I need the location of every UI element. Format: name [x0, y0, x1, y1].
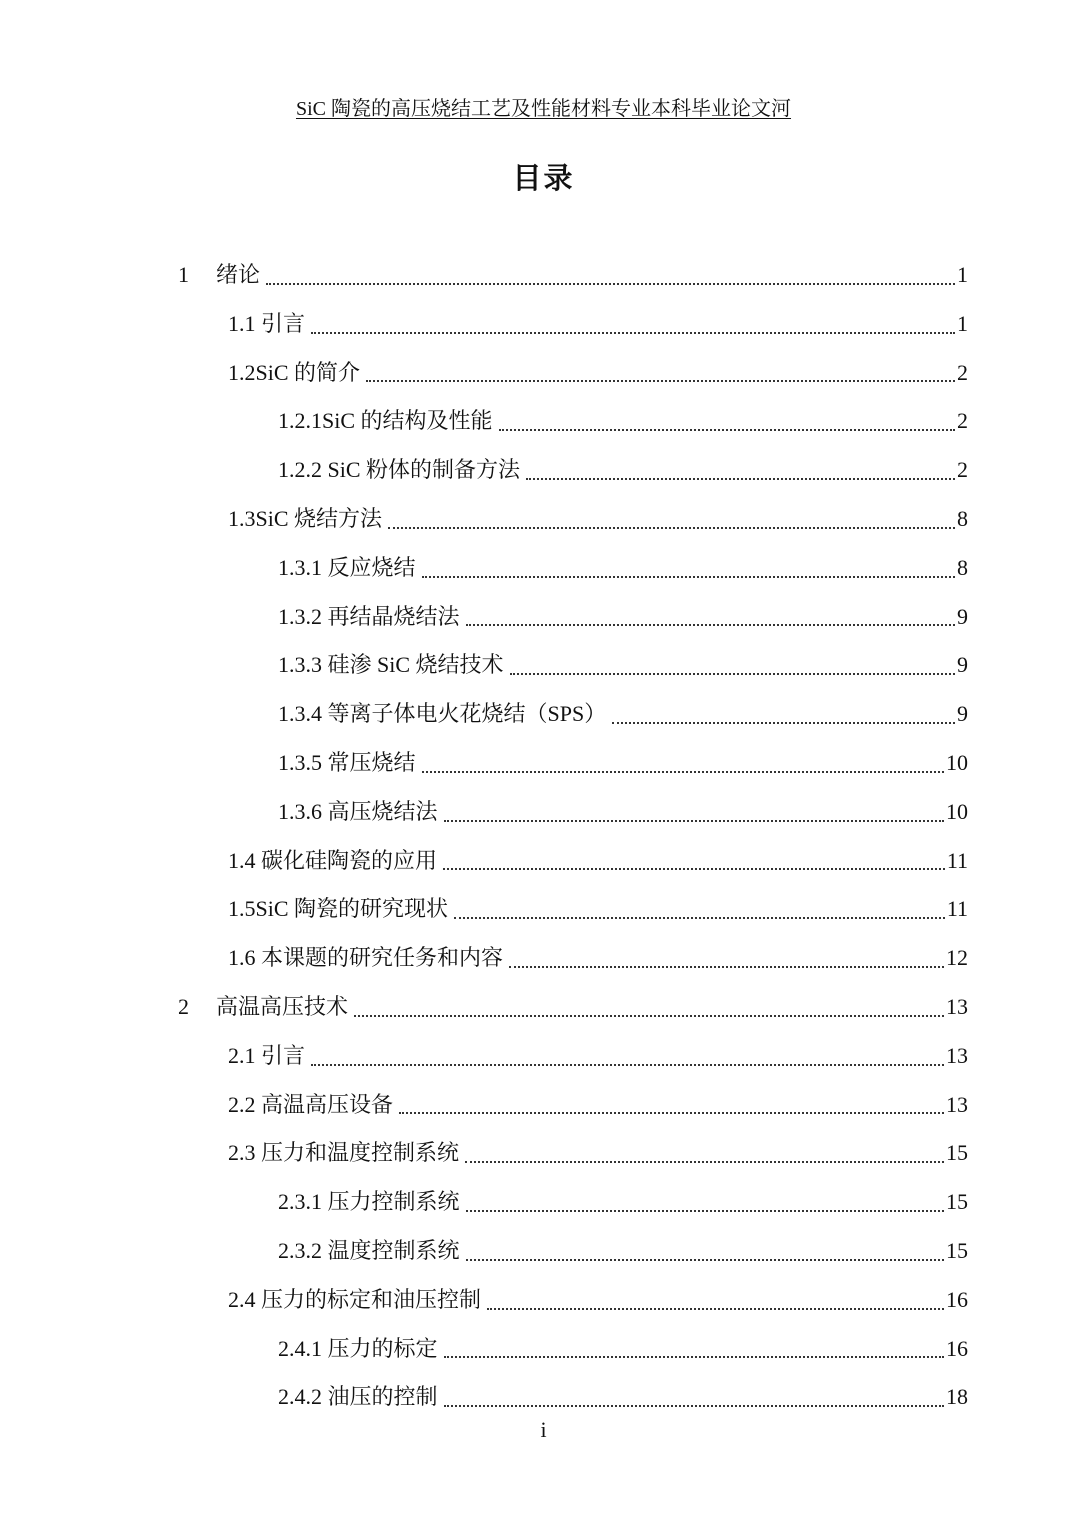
toc-entry-text: 绪论: [216, 262, 261, 287]
toc-entry-text: 1.3.4 等离子体电火花烧结（SPS）: [278, 701, 607, 727]
toc-entry-2-4-2[interactable]: [0, 1373, 1087, 1422]
dot-leader: [443, 867, 945, 870]
toc-entry-2-2[interactable]: [0, 1081, 1087, 1130]
toc-entry-2-1[interactable]: [0, 1032, 1087, 1081]
dot-leader: [466, 1209, 944, 1212]
toc-entry-page: 10: [946, 798, 968, 824]
page-number: i: [540, 1417, 547, 1442]
toc-entry-page: 16: [946, 1335, 968, 1361]
toc-entry-page: 15: [946, 1140, 968, 1166]
dot-leader: [422, 770, 944, 773]
toc-entry-text: 2.4 压力的标定和油压控制: [228, 1286, 482, 1312]
toc-entry-1-2-1[interactable]: [0, 397, 1087, 446]
toc-entry-text: 2.4.2 油压的控制: [278, 1384, 438, 1410]
dot-leader: [509, 965, 944, 968]
toc-entry-page: 15: [946, 1189, 968, 1215]
toc-entry-1-5[interactable]: [0, 885, 1087, 934]
toc-entry-page: 11: [946, 847, 968, 873]
toc-entry-text: 1.3.6 高压烧结法: [278, 798, 438, 824]
table-of-contents: [0, 251, 1087, 1422]
toc-entry-1-3-3[interactable]: [0, 641, 1087, 690]
toc-entry-page: 9: [957, 652, 968, 678]
dot-leader: [444, 1355, 944, 1358]
toc-entry-number: 1: [178, 262, 189, 287]
toc-entry-1-4[interactable]: [0, 837, 1087, 886]
dot-leader: [454, 916, 945, 919]
dot-leader: [612, 721, 955, 724]
toc-entry-2-3-2[interactable]: [0, 1227, 1087, 1276]
running-header: [0, 96, 1087, 122]
toc-entry-page: 2: [957, 359, 968, 385]
toc-entry-page: 9: [957, 603, 968, 629]
toc-entry-page: 12: [946, 945, 968, 971]
toc-entry-text: 1.2.2 SiC 粉体的制备方法: [278, 457, 521, 483]
toc-entry-page: 11: [946, 896, 968, 922]
toc-entry-2-3-1[interactable]: [0, 1178, 1087, 1227]
dot-leader: [487, 1307, 944, 1310]
toc-entry-page: 18: [946, 1384, 968, 1410]
toc-entry-text: 高温高压技术: [216, 993, 349, 1019]
dot-leader: [444, 1404, 944, 1407]
dot-leader: [526, 477, 955, 480]
toc-entry-text: 1.4 碳化硅陶瓷的应用: [228, 847, 438, 873]
dot-leader: [466, 623, 955, 626]
toc-entry-text: 2.1 引言: [228, 1042, 306, 1068]
dot-leader: [354, 1014, 944, 1017]
toc-entry-page: 8: [957, 505, 968, 531]
toc-entry-page: 13: [946, 993, 968, 1019]
dot-leader: [422, 575, 955, 578]
toc-entry-text: 1.6 本课题的研究任务和内容: [228, 945, 504, 971]
toc-entry-page: 13: [946, 1091, 968, 1117]
toc-entry-text: 2.3.1 压力控制系统: [278, 1189, 460, 1215]
toc-entry-page: 8: [957, 554, 968, 580]
toc-entry-text: 2.3.2 温度控制系统: [278, 1237, 460, 1263]
toc-entry-page: 16: [946, 1286, 968, 1312]
toc-entry-page: 9: [957, 701, 968, 727]
toc-entry-2-3[interactable]: [0, 1129, 1087, 1178]
toc-entry-page: 10: [946, 749, 968, 775]
toc-entry-chapter-2[interactable]: [0, 983, 1087, 1032]
toc-entry-2-4-1[interactable]: [0, 1325, 1087, 1374]
toc-entry-text: 2.2 高温高压设备: [228, 1091, 394, 1117]
toc-entry-text: 1.3.3 硅渗 SiC 烧结技术: [278, 652, 504, 678]
dot-leader: [465, 1160, 944, 1163]
toc-entry-text: 2.3 压力和温度控制系统: [228, 1140, 460, 1166]
toc-entry-text: 1.1 引言: [228, 310, 306, 336]
dot-leader: [388, 526, 955, 529]
toc-entry-1-3-6[interactable]: [0, 788, 1087, 837]
toc-entry-text: 1.2SiC 的简介: [228, 359, 361, 385]
toc-entry-page: 15: [946, 1237, 968, 1263]
toc-entry-text: 1.3SiC 烧结方法: [228, 505, 383, 531]
dot-leader: [399, 1111, 944, 1114]
toc-entry-text: 1.5SiC 陶瓷的研究现状: [228, 896, 449, 922]
dot-leader: [311, 331, 955, 334]
toc-entry-1-6[interactable]: [0, 934, 1087, 983]
dot-leader: [311, 1063, 944, 1066]
toc-entry-text: 2.4.1 压力的标定: [278, 1335, 438, 1361]
toc-entry-1-1[interactable]: [0, 300, 1087, 349]
toc-entry-page: 2: [957, 408, 968, 434]
toc-entry-number: 2: [178, 993, 189, 1019]
toc-entry-1-2-2[interactable]: [0, 446, 1087, 495]
dot-leader: [466, 1258, 944, 1261]
toc-entry-chapter-1[interactable]: [0, 251, 1087, 300]
toc-entry-text: 1.3.2 再结晶烧结法: [278, 603, 460, 629]
dot-leader: [510, 672, 955, 675]
toc-entry-text: 1.3.5 常压烧结: [278, 749, 416, 775]
toc-entry-text: 1.2.1SiC 的结构及性能: [278, 408, 493, 434]
dot-leader: [499, 428, 955, 431]
toc-entry-2-4[interactable]: [0, 1276, 1087, 1325]
toc-entry-1-3[interactable]: [0, 495, 1087, 544]
toc-entry-page: 1: [957, 310, 968, 336]
toc-entry-page: 1: [957, 262, 968, 287]
toc-title: 目录: [512, 161, 575, 195]
dot-leader: [266, 282, 955, 285]
toc-entry-page: 2: [957, 457, 968, 483]
running-header-text: SiC 陶瓷的高压烧结工艺及性能材料专业本科毕业论文河: [295, 98, 792, 120]
toc-entry-1-2[interactable]: [0, 349, 1087, 398]
dot-leader: [366, 379, 955, 382]
toc-entry-1-3-5[interactable]: [0, 739, 1087, 788]
toc-entry-1-3-4[interactable]: [0, 690, 1087, 739]
toc-entry-1-3-1[interactable]: [0, 544, 1087, 593]
toc-entry-page: 13: [946, 1042, 968, 1068]
toc-entry-text: 1.3.1 反应烧结: [278, 554, 416, 580]
toc-entry-1-3-2[interactable]: [0, 593, 1087, 642]
dot-leader: [444, 819, 944, 822]
